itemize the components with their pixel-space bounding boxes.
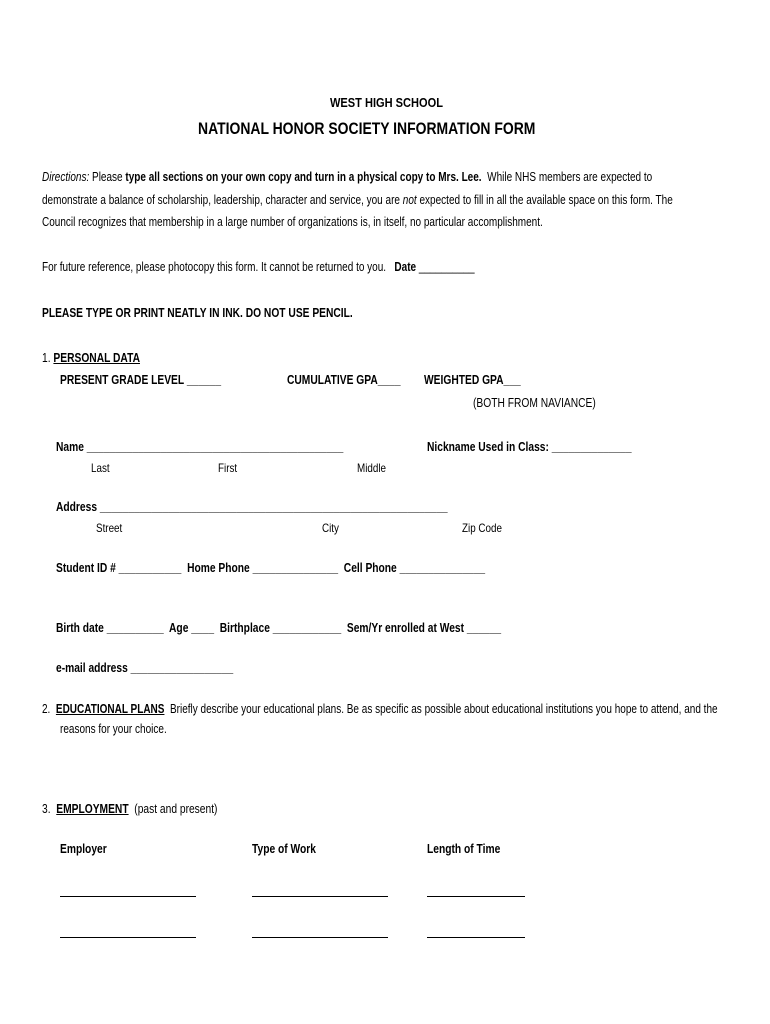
section-2-title: EDUCATIONAL PLANS [55,702,165,716]
address-sublabel-zip [462,521,511,535]
section-3-number: 3. [42,802,51,816]
section-2-description: Briefly describe your educational plans. Be as specific as possible about educational institutions you hope to attend, and the [170,702,718,716]
print-instruction-text: PLEASE TYPE OR PRINT NEATLY IN INK. DO NOT USE PENCIL. [42,306,353,320]
email-row [56,661,272,675]
grade-level-row [60,373,256,387]
birthplace-label: Birthplace [219,621,270,635]
address-sublabel-city-text: City [322,521,339,535]
date-label: Date [394,260,417,274]
address-sublabel-street-text: Street [96,521,123,535]
length-of-time-field-1[interactable] [427,896,525,897]
directions-text-5: not [402,193,417,207]
type-of-work-field-2[interactable] [252,937,388,938]
directions-line-2 [42,193,770,207]
semester-field[interactable]: ______ [466,621,502,635]
section-2-description-2 [60,722,193,736]
name-sublabel-middle-text: Middle [357,461,386,475]
student-id-field[interactable]: ___________ [118,561,182,575]
reference-text: For future reference, please photocopy this form. It cannot be returned to you. [42,260,387,274]
type-of-work-field-1[interactable] [252,896,388,897]
employer-field-2[interactable] [60,937,196,938]
gpa-note [473,396,623,410]
directions-text-6: expected to fill in all the available space on this form. The [419,193,673,207]
section-1-title: PERSONAL DATA [53,351,140,365]
directions-text-1: Please [92,170,123,184]
cumulative-gpa-label: CUMULATIVE GPA [287,373,378,387]
address-row [56,500,534,514]
name-sublabel-first-text: First [218,461,238,475]
section-1-number: 1. [42,351,51,365]
name-label: Name [56,440,84,454]
directions-text-7: Council recognizes that membership in a large number of organizations is, in itself, no particular accomplishment. [42,215,543,229]
weighted-gpa-row [424,373,542,387]
reference-line [42,260,583,274]
grade-level-field[interactable]: ______ [186,373,222,387]
birth-date-field[interactable]: __________ [106,621,164,635]
student-id-label: Student ID # [56,561,116,575]
directions-text-2: type all sections on your own copy and turn in a physical copy to Mrs. Lee. [125,170,482,184]
section-2-heading [42,702,770,716]
semester-label: Sem/Yr enrolled at West [346,621,465,635]
home-phone-label: Home Phone [187,561,250,575]
section-3-title: EMPLOYMENT [56,802,129,816]
cumulative-gpa-field[interactable]: ____ [377,373,401,387]
cell-phone-field[interactable]: _______________ [399,561,486,575]
name-field[interactable]: _____________________________________________ [86,440,344,454]
school-name [330,95,463,110]
name-sublabel-middle [357,461,392,475]
address-label: Address [56,500,98,514]
directions-line-1 [42,170,770,184]
home-phone-field[interactable]: _______________ [252,561,339,575]
birth-row [56,621,599,635]
print-instruction [42,306,421,320]
name-row [56,440,406,454]
form-title [198,119,609,139]
type-of-work-column-header [252,842,330,856]
length-of-time-column-header [427,842,516,856]
contact-row [56,561,579,575]
nickname-field[interactable]: ______________ [551,440,632,454]
birthplace-field[interactable]: ____________ [272,621,342,635]
birth-date-label: Birth date [56,621,104,635]
section-3-heading [42,802,256,816]
weighted-gpa-label: WEIGHTED GPA [424,373,504,387]
nickname-label: Nickname Used in Class: [427,440,549,454]
address-field[interactable]: _____________________________________________________________ [99,500,448,514]
section-3-note: (past and present) [134,802,218,816]
email-field[interactable]: __________________ [130,661,234,675]
date-field[interactable]: __________ [418,260,475,274]
directions-line-3 [42,215,668,229]
grade-level-label: PRESENT GRADE LEVEL [60,373,184,387]
email-label: e-mail address [56,661,128,675]
weighted-gpa-field[interactable]: ___ [503,373,521,387]
age-field[interactable]: ____ [191,621,215,635]
employer-field-1[interactable] [60,896,196,897]
employer-column-header-text: Employer [60,842,107,856]
length-of-time-field-2[interactable] [427,937,525,938]
form-title-text: NATIONAL HONOR SOCIETY INFORMATION FORM [198,119,536,138]
directions-label: Directions: [42,170,90,184]
name-sublabel-last-text: Last [91,461,110,475]
school-name-text: WEST HIGH SCHOOL [330,95,443,110]
directions-text-4: demonstrate a balance of scholarship, leadership, character and service, you are [42,193,400,207]
cell-phone-label: Cell Phone [343,561,397,575]
name-sublabel-last [91,461,114,475]
section-1-heading [42,351,161,365]
section-2-number: 2. [42,702,51,716]
address-sublabel-city [322,521,343,535]
age-label: Age [169,621,189,635]
type-of-work-column-header-text: Type of Work [252,842,316,856]
name-sublabel-first [218,461,241,475]
address-sublabel-zip-text: Zip Code [462,521,502,535]
section-2-description-2-text: reasons for your choice. [60,722,167,736]
nickname-row [427,440,676,454]
employer-column-header [60,842,117,856]
length-of-time-column-header-text: Length of Time [427,842,501,856]
gpa-note-text: (BOTH FROM NAVIANCE) [473,396,596,410]
address-sublabel-street [96,521,128,535]
directions-text-3: While NHS members are expected to [487,170,653,184]
cumulative-gpa-row [287,373,425,387]
